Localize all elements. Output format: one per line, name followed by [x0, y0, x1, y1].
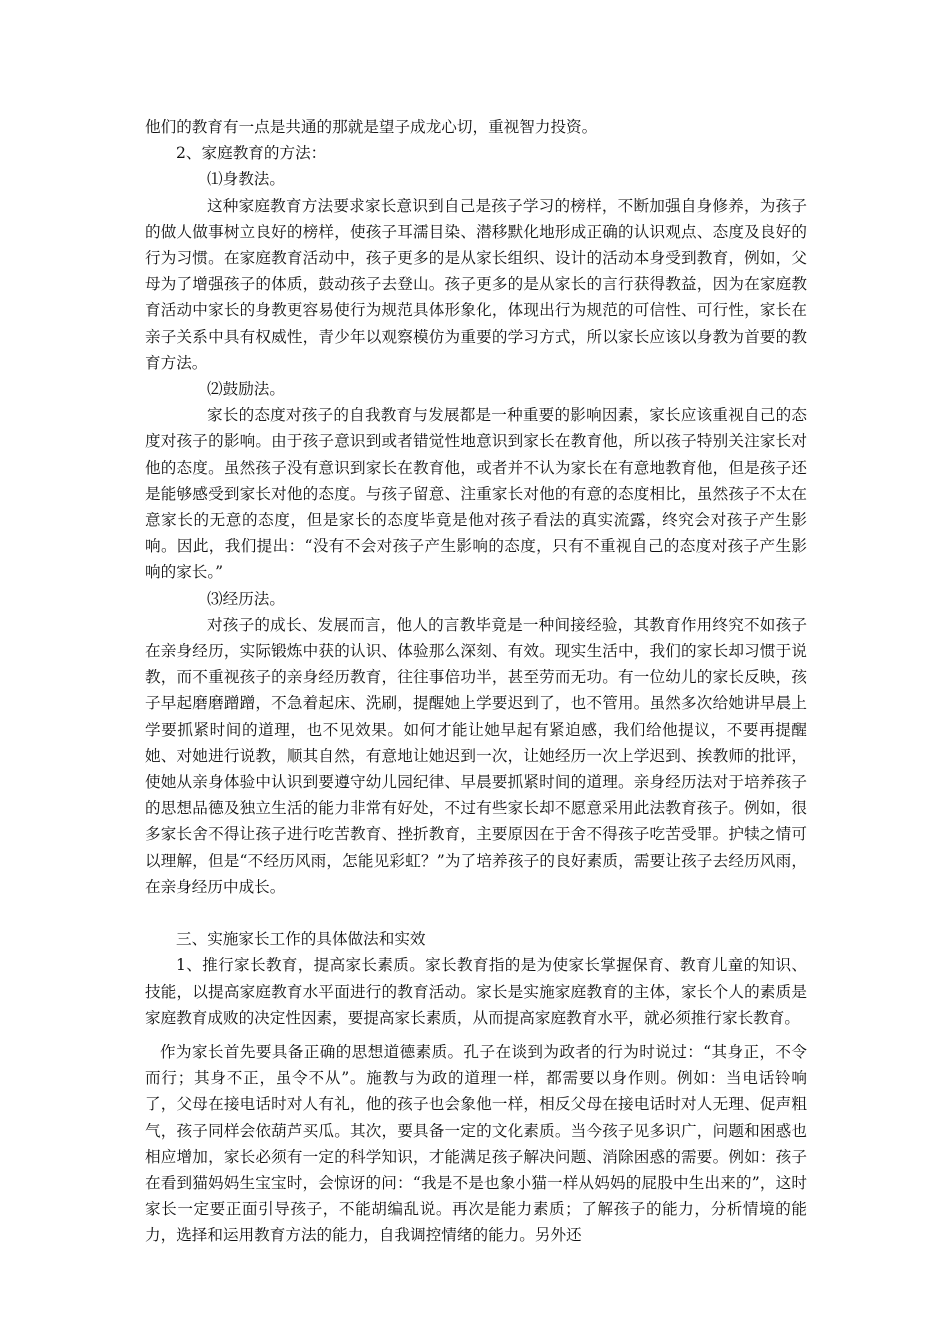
paragraph-section-3-qualities: 作为家长首先要具备正确的思想道德素质。孔子在谈到为政者的行为时说过：“其身正，不令而行；其身不正，虽令不从”。施教与为政的道理一样，都需要以身作则。例如：当电话铃响了，父母在接电话时对人有礼，他的孩子也会象他一样，相反父母在接电话时对人无理、促声粗气，孩子同样会依葫芦买瓜。其次，要具备一定的文化素质。当今孩子见多识广，问题和困惑也相应增加，家长必须有一定的科学知识，才能满足孩子解决问题、消除困惑的需要。例如：孩子在看到猫妈妈生宝宝时，会惊讶的问：“我是不是也象小猫一样从妈妈的屁股中生出来的”，这时家长一定要正面引导孩子，不能胡编乱说。再次是能力素质；了解孩子的能力，分析情境的能力，选择和运用教育方法的能力，自我调控情绪的能力。另外还 [145, 1042, 807, 1245]
section-spacer [145, 900, 807, 926]
heading-method-3: ⑶经历法。 [207, 589, 285, 608]
paragraph-method-2: 家长的态度对孩子的自我教育与发展都是一种重要的影响因素，家长应该重视自己的态度对孩子的影响。由于孩子意识到或者错觉性地意识到家长在教育他，所以孩子特别关注家长对他的态度。虽然孩子没有意识到家长在教育他，或者并不认为家长在有意地教育他，但是孩子还是能够感受到家长对他的态度。与孩子留意、注重家长对他的有意的态度相比，虽然孩子不太在意家长的无意的态度，但是家长的态度毕竟是他对孩子看法的真实流露，终究会对孩子产生影响。因此，我们提出：“没有不会对孩子产生影响的态度，只有不重视自己的态度对孩子产生影响的家长。” [145, 406, 807, 582]
paragraph-spacer [145, 1031, 807, 1039]
paragraph-method-1: 这种家庭教育方法要求家长意识到自己是孩子学习的榜样，不断加强自身修养，为孩子的做人做事树立良好的榜样，使孩子耳濡目染、潜移默化地形成正确的认识观点、态度及良好的行为习惯。在家庭教育活动中，孩子更多的是从家长组织、设计的活动本身受到教育，例如，父母为了增强孩子的体质，鼓动孩子去登山。孩子更多的是从家长的言行获得教益，因为在家庭教育活动中家长的身教更容易使行为规范具体形象化，体现出行为规范的可信性、可行性，家长在亲子关系中具有权威性，青少年以观察模仿为重要的学习方式，所以家长应该以身教为首要的教育方法。 [145, 196, 807, 372]
paragraph-section-3-item-1: 1、推行家长教育，提高家长素质。家长教育指的是为使家长掌握保育、教育儿童的知识、技能，以提高家庭教育水平面进行的教育活动。家长是实施家庭教育的主体，家长个人的素质是家庭教育成败的决定性因素，要提高家长素质，从而提高家庭教育水平，就必须推行家长教育。 [145, 956, 807, 1027]
heading-section-3: 三、实施家长工作的具体做法和实效 [176, 930, 426, 949]
paragraph-intro: 他们的教育有一点是共通的那就是望子成龙心切，重视智力投资。 [145, 118, 598, 136]
paragraph-method-3: 对孩子的成长、发展而言，他人的言教毕竟是一种间接经验，其教育作用终究不如孩子在亲身经历，实际锻炼中获的认识、体验那么深刻、有效。现实生活中，我们的家长却习惯于说教，而不重视孩子的亲身经历教育，往往事倍功半，甚至劳而无功。有一位幼儿的家长反映，孩子早起磨磨蹭蹭，不急着起床、洗刷，提醒她上学要迟到了，也不管用。虽然多次给她讲早晨上学要抓紧时间的道理，也不见效果。如何才能让她早起有紧迫感，我们给他提议，不要再提醒她、对她进行说教，顺其自然，有意地让她迟到一次，让她经历一次上学迟到、挨教师的批评，使她从亲身体验中认识到要遵守幼儿园纪律、早晨要抓紧时间的道理。亲身经历法对于培养孩子的思想品德及独立生活的能力非常有好处，不过有些家长却不愿意采用此法教育孩子。例如，很多家长舍不得让孩子进行吃苦教育、挫折教育，主要原因在于舍不得孩子吃苦受罪。护犊之情可以理解，但是“不经历风雨，怎能见彩虹？”为了培养孩子的良好素质，需要让孩子去经历风雨，在亲身经历中成长。 [145, 615, 807, 896]
heading-method-1: ⑴身教法。 [207, 170, 285, 189]
document-body [145, 114, 807, 1249]
heading-method-2: ⑵鼓励法。 [207, 380, 285, 399]
heading-family-education-methods: 2、家庭教育的方法： [176, 144, 327, 163]
